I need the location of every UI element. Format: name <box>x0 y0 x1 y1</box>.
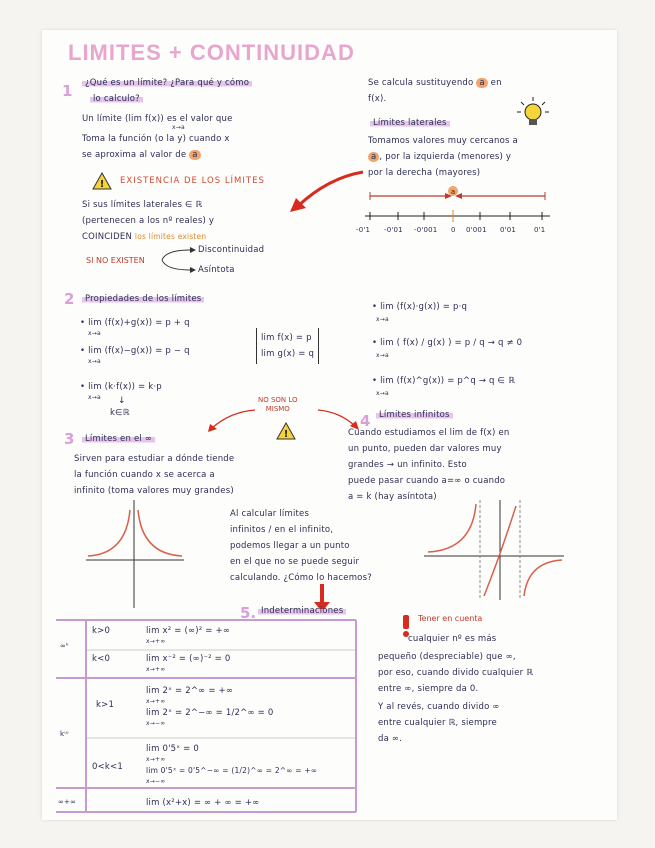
definition-sub: x→a <box>172 124 185 131</box>
section-1-heading-2: lo calculo? <box>90 94 143 104</box>
s4-line-4: puede pasar cuando a=∞ o cuando <box>348 476 506 486</box>
section-3-number: 3 <box>64 430 75 448</box>
calc-line-2: f(x). <box>368 94 387 104</box>
page-title: LIMITES + CONTINUIDAD <box>68 40 355 65</box>
section-2-heading: Propiedades de los límites <box>82 294 204 304</box>
tick-3: 0 <box>451 226 456 234</box>
asintota-label: Asíntota <box>198 265 235 275</box>
no-existen-label: SI NO EXISTEN <box>86 256 145 265</box>
section-5-heading: Indeterminaciones <box>258 606 346 616</box>
prop-2-sub: x→a <box>88 358 101 365</box>
lightbulb-icon <box>516 96 550 134</box>
r2b-cond: 0<k<1 <box>92 762 123 772</box>
tener-line-6: entre cualquier ℝ, siempre <box>378 718 497 728</box>
prop-5: • lim ( f(x) / g(x) ) = p / q → q ≠ 0 <box>372 338 523 348</box>
tener-line-4: entre ∞, siempre da 0. <box>378 684 479 694</box>
existencia-label: EXISTENCIA DE LOS LÍMITES <box>120 176 265 186</box>
tick-4: 0'001 <box>466 226 487 234</box>
s4-line-5: a = k (hay asíntota) <box>348 492 437 502</box>
split-arrows <box>200 400 370 440</box>
r1a-sub: x→+∞ <box>146 638 166 645</box>
k-in-r: k∈ℝ <box>110 408 130 418</box>
prop-6: • lim (f(x)^g(x)) = p^q → q ∈ ℝ <box>372 376 515 386</box>
section-1-heading: ¿Qué es un límite? ¿Para qué y cómo <box>82 78 252 88</box>
definition-line-3: se aproxima al valor de a <box>82 150 201 160</box>
s4-line-2: un punto, pueden dar valores muy <box>348 444 502 454</box>
bracket-line-1: lim f(x) = p <box>261 333 312 343</box>
row-3-label: ∞+∞ <box>58 798 77 806</box>
laterales-line-3: por la derecha (mayores) <box>368 168 481 178</box>
section-5-number: 5. <box>240 604 257 622</box>
tener-line-2: pequeño (despreciable) que ∞, <box>378 652 516 662</box>
prop-5-sub: x→a <box>376 352 389 359</box>
r1b-cond: k<0 <box>92 654 111 664</box>
middle-note: Al calcular límites infinitos / en el infinito, podemos llegar a un punto en el que no se puede seguir calculando. ¿Cómo lo hacemos? <box>230 509 372 583</box>
section-3-heading: Límites en el ∞ <box>82 434 155 444</box>
existencia-line-1: Si sus límites laterales ∈ ℝ <box>82 200 203 210</box>
tick-5: 0'01 <box>500 226 517 234</box>
laterales-heading: Límites laterales <box>370 118 450 128</box>
s4-line-1: Cuando estudiamos el lim de f(x) en <box>348 428 510 438</box>
discontinuidad-label: Discontinuidad <box>198 245 265 255</box>
prop-3-sub: x→a <box>88 394 101 401</box>
tener-line-1: cualquier nº es más <box>408 634 497 644</box>
r2a-e2: lim 2ˣ = 2^−∞ = 1/2^∞ = 0 <box>146 708 274 718</box>
r1a-expr: lim x² = (∞)² = +∞ <box>146 626 231 636</box>
s3-line-3: infinito (toma valores muy grandes) <box>74 486 234 496</box>
laterales-line-1: Tomamos valores muy cercanos a <box>368 136 518 146</box>
tener-line-5: Y al revés, cuando divido ∞ <box>378 702 500 712</box>
prop-3: • lim (k·f(x)) = k·p <box>80 382 162 392</box>
s3-line-1: Sirven para estudiar a dónde tiende <box>74 454 235 464</box>
no-son-lo-mismo: NO SON LO MISMO <box>258 396 298 413</box>
prop-6-sub: x→a <box>376 390 389 397</box>
prop-2: • lim (f(x)−g(x)) = p − q <box>80 346 190 356</box>
red-arrow <box>288 168 368 218</box>
r2b-e1: lim 0'5ˣ = 0 <box>146 744 199 754</box>
prop-4: • lim (f(x)·g(x)) = p·q <box>372 302 468 312</box>
existencia-line-2: (pertenecen a los nº reales) y <box>82 216 215 226</box>
section-1-number: 1 <box>62 82 73 100</box>
graph-infinite-limits <box>424 500 564 600</box>
branch-arrows <box>160 246 200 276</box>
number-line-a: a <box>450 188 456 196</box>
bracket-line-2: lim g(x) = q <box>261 349 315 359</box>
svg-text:!: ! <box>283 429 289 440</box>
r2b-e1-sub: x→+∞ <box>146 756 166 763</box>
r1b-expr: lim x⁻² = (∞)⁻² = 0 <box>146 654 231 664</box>
existencia-line-3: COINCIDEN los límites existen <box>82 232 207 242</box>
tener-line-3: por eso, cuando divido cualquier ℝ <box>378 668 534 678</box>
prop-1: • lim (f(x)+g(x)) = p + q <box>80 318 190 328</box>
tener-line-7: da ∞. <box>378 734 403 744</box>
r1b-sub: x→+∞ <box>146 666 166 673</box>
laterales-line-2: a , por la izquierda (menores) y <box>368 152 511 162</box>
bracket-box <box>256 328 319 364</box>
tener-heading: Tener en cuenta <box>418 614 483 623</box>
section-4-number: 4 <box>360 412 371 430</box>
r2b-e2-sub: x→−∞ <box>146 778 166 785</box>
definition-line-2: Toma la función (o la y) cuando x <box>82 134 230 144</box>
r2b-e2: lim 0'5ˣ = 0'5^−∞ = (1/2)^∞ = 2^∞ = +∞ <box>146 766 318 775</box>
row-2-label: kᵚ <box>60 730 69 738</box>
row-1-label: ∞ᵏ <box>60 642 70 650</box>
graph-limits-infinity <box>86 500 186 610</box>
r3-expr: lim (x²+x) = ∞ + ∞ = +∞ <box>146 798 260 808</box>
r2a-e2-sub: x→−∞ <box>146 720 166 727</box>
tick-6: 0'1 <box>534 226 546 234</box>
section-2-number: 2 <box>64 290 75 308</box>
svg-text:!: ! <box>99 179 105 190</box>
s3-line-2: la función cuando x se acerca a <box>74 470 215 480</box>
r2a-cond: k>1 <box>96 700 115 710</box>
section-4-heading: Límites infinitos <box>376 410 453 420</box>
r1a-cond: k>0 <box>92 626 111 636</box>
calc-line-1: Se calcula sustituyendo a en <box>368 78 502 88</box>
prop-1-sub: x→a <box>88 330 101 337</box>
r2a-e1-sub: x→+∞ <box>146 698 166 705</box>
tick-1: -0'01 <box>384 226 403 234</box>
tick-0: -0'1 <box>356 226 371 234</box>
r2a-e1: lim 2ˣ = 2^∞ = +∞ <box>146 686 234 696</box>
s4-line-3: grandes → un infinito. Esto <box>348 460 467 470</box>
down-arrow: ↓ <box>118 396 126 406</box>
warning-icon <box>92 172 112 194</box>
prop-4-sub: x→a <box>376 316 389 323</box>
definition-line-1: Un límite (lim f(x)) es el valor que <box>82 114 233 124</box>
tick-2: -0'001 <box>414 226 438 234</box>
